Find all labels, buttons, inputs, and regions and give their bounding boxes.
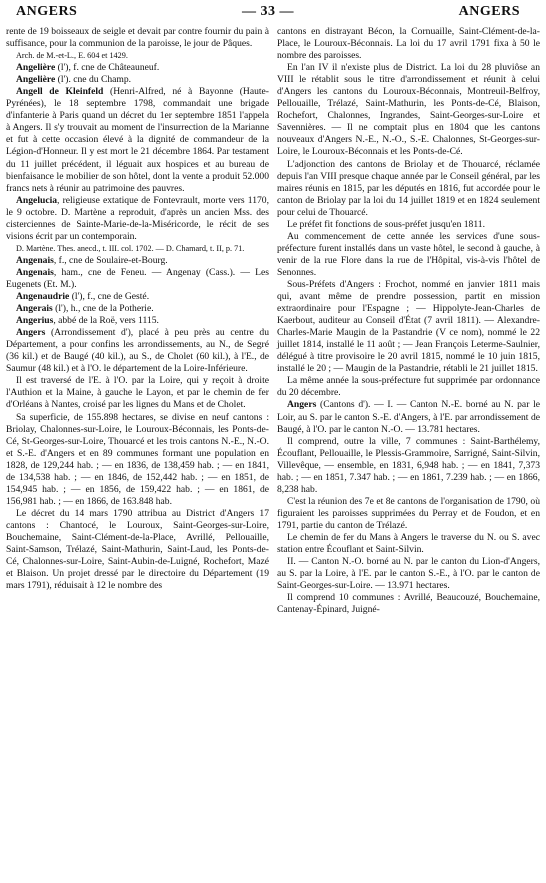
dictionary-entry	[6, 303, 269, 315]
dictionary-entry	[6, 195, 269, 243]
paragraph: C'est la réunion des 7e et 8e cantons de l'organisation de 1790, où figuraient les paroisses supprimées du Perray et de Foudon, et en 1791, partie du canton de Trélazé.	[277, 495, 540, 531]
paragraph: Le préfet fit fonctions de sous-préfet jusqu'en 1811.	[287, 218, 485, 230]
paragraph: En l'an IV il n'existe plus de District. La loi du 28 pluviôse an VIII le rétablit sous le titre d'arrondissement et réunit à celui d'Angers les cantons du Louroux-Béconnais, Montreuil-Belfroy, Pellouaille, Trélazé, Saint-Mathurin, les Ponts-de-Cé, Blaison, Rochefort, Chalonnes, Ingrandes, Saint-Georges-sur-Loire et Savennières. — Il ne comptait plus en 1804 que les cantons nouveaux d'Angers N.-E., N.-O., S.-E. Chalonnes, St-Georges-sur-Loire, le Louroux-Béconnais et les Ponts-de-Cé.	[277, 62, 540, 158]
entry-headword: Angenaudrie	[16, 291, 70, 303]
paragraph: Le chemin de fer du Mans à Angers le traverse du N. ou S. avec station entre Écouflant et Saint-Silvin.	[277, 531, 540, 556]
entry-text: (Arrondissement d'), placé à peu près au centre du Département, a pour confins les arrondissements, au N., de Segré (36 kil.) et de Baugé (40 kil.), au S., de Cholet (60 kil.), à l'E., de Saumur (48 kil.) et à l'O. le département de la Loire-Inférieure.	[6, 327, 269, 375]
dictionary-entry	[6, 86, 269, 194]
entry-text: , abbé de la Roë, vers 1115.	[53, 315, 159, 327]
entry-text: (l'). cne du Champ.	[55, 74, 132, 86]
paragraph: La même année la sous-préfecture fut supprimée par ordonnance du 20 décembre.	[277, 375, 540, 399]
entry-headword: Angers	[287, 399, 317, 411]
dictionary-entry	[6, 62, 269, 74]
paragraph: Sa superficie, de 155.898 hectares, se divise en neuf cantons : Briolay, Chalonnes-sur-Loire, le Louroux-Béconnais, les Ponts-de-Cé, St-Georges-sur-Loire, Thouarcé et les trois cantons N.-E., N.-O. et S.-E. d'Angers et en 89 communes formant une population en 1828, de 129,244 hab. ; — en 1836, de 138,459 hab. ; — en 1841, de 134,538 hab. ; — en 1846, de 152,442 hab. ; — en 1851, de 154,945 hab. ; — en 1856, de 159,422 hab. ; — en 1861, de 156,981 hab. ; — en 1866, de 163.848 hab.	[6, 411, 269, 507]
paragraph: L'adjonction des cantons de Briolay et de Thouarcé, réclamée depuis l'an VIII presque chaque année par le Conseil général, par les maires réunis en 1815, par les députés en 1816, fut accordée pour le canton de Briolay par la loi du 14 juillet 1819 et en 1824 seulement pour celui de Thouarcé.	[277, 158, 540, 218]
entry-text: (l'), f. cne de Châteauneuf.	[55, 62, 160, 74]
dictionary-entry	[6, 74, 269, 86]
paragraph-continued: cantons en distrayant Bécon, la Cornuaille, Saint-Clément-de-la-Place, le Louroux-Béconnais. La loi du 17 avril 1791 fixa à 50 le nombre des paroisses.	[277, 26, 540, 62]
header-right-title: ANGERS	[458, 4, 520, 19]
text-columns	[6, 26, 540, 616]
paragraph: Sous-Préfets d'Angers : Frochot, nommé en janvier 1811 mais qui, avant même de prendre possession, partit en mission extraordinaire pour l'Espagne ; — Hippolyte-Jean-Charles de Kaerbout, auditeur au Conseil d'État (7 avril 1811). — Alexandre-Charles-Marie Maugin de la Pastandrie (V ce nom), nommé le 22 juillet 1814, installé le 11 août ; — Jean François Leterme-Saulnier, délégué à titre provisoire le 20 avril 1815, nommé le 10 juin 1815, installé le 20 ; — Maugin de la Pastandrie, rétabli le 21 juillet 1815.	[277, 278, 540, 375]
entry-headword: Angell de Kleinfeld	[16, 86, 104, 98]
entry-text: (l'), f., cne de Gesté.	[69, 291, 150, 303]
left-column	[6, 26, 269, 616]
entry-headword: Angenais	[16, 266, 54, 278]
page-number: — 33 —	[242, 4, 294, 19]
entry-text: , religieuse extatique de Fontevrault, morte vers 1170, le 9 octobre. D. Martène a reproduit, d'après un ancien Mss. des cisterciennes de Sainte-Marie-de-la-Miséricorde, le récit de ses visions écrit par un contemporain.	[6, 194, 269, 242]
dictionary-entry	[277, 399, 540, 435]
entry-text: , f., cne de Soulaire-et-Bourg.	[53, 254, 168, 266]
dictionary-entry	[6, 255, 269, 267]
header-left-title: ANGERS	[16, 4, 78, 19]
dictionary-entry	[6, 291, 269, 303]
paragraph: II. — Canton N.-O. borné au N. par le canton du Lion-d'Angers, au S. par la Loire, à l'E. par le canton S.-E., à l'O. par le canton de Saint-Georges-sur-Loire. — 13.971 hectares.	[277, 556, 540, 592]
paragraph: Au commencement de cette année les services d'une sous-préfecture furent installés dans un vaste hôtel, le second à gauche, à venir de la rue Flore dans la rue de l'Hôpital, vis-à-vis l'hôtel de Senonnes.	[277, 230, 540, 278]
dictionary-entry	[6, 267, 269, 291]
entry-text: , ham., cne de Feneu. — Angenay (Cass.). — Les Eugenets (Et. M.).	[6, 266, 269, 290]
entry-headword: Angerais	[16, 303, 53, 315]
paragraph-continued: rente de 19 boisseaux de seigle et devait par contre fournir du pain à suffisance, pour la communion de la paroisse, le jour de Pâques.	[6, 26, 269, 50]
source-reference: D. Martène. Thes. anecd., t. III. col. 1702. — D. Chamard, t. II, p. 71.	[16, 243, 245, 253]
paragraph: Il comprend 10 communes : Avrillé, Beaucouzé, Bouchemaine, Cantenay-Épinard, Juigné-	[277, 592, 540, 616]
page-header	[6, 4, 540, 26]
dictionary-entry	[6, 315, 269, 327]
entry-text: (Cantons d'). — I. — Canton N.-E. borné au N. par le Loir, au S. par le canton S.-E. d'Angers, à l'E. par arrondissement de Baugé, à l'O. par le canton N.-O. — 13.781 hectares.	[277, 399, 540, 435]
right-column	[277, 26, 540, 616]
dictionary-entry	[6, 327, 269, 375]
entry-headword: Angers	[16, 327, 46, 339]
entry-headword: Angenais	[16, 254, 54, 266]
paragraph: Il est traversé de l'E. à l'O. par la Loire, qui y reçoit à droite l'Authion et la Maine, à gauche le Layon, et par le chemin de fer d'Orléans à Nantes, croisé par les lignes du Mans et de Cholet.	[6, 375, 269, 411]
entry-headword: Angelière	[16, 62, 56, 74]
source-reference: Arch. de M.-et-L., E. 604 et 1429.	[16, 51, 128, 61]
entry-text: (Henri-Alfred, né à Bayonne (Haute-Pyrénées), le 18 septembre 1798, commandait une brigade d'infanterie à Paris quand un décret du 1er septembre 1851 l'appela à Angers. Il s'y trouvait au moment de l'insurrection de la Marianne et fut à cette occasion élevé à la dignité de commandeur de la Légion-d'Honneur. Il y est mort le 21 décembre 1864. Par testament du 11 juillet précédent, il léguait aux hospices et au bureau de bienfaisance le mobilier de son hôtel, dont la vente a produit 52.000 francs nets à réunir au patrimoine des pauvres.	[6, 86, 270, 194]
paragraph: Le décret du 14 mars 1790 attribua au District d'Angers 17 cantons : Chantocé, le Louroux, Saint-Georges-sur-Loire, Bouchemaine, Saint-Clément-de-la-Place, Avrillé, Pellouaille, Saint-Samson, Trélazé, Saint-Mathurin, Saint-Laud, les Ponts-de-Cé, Chalonnes-sur-Loire, Saint-Aubin-de-Luigné, Rochefort, Mazé et Blaison. Un projet dressé par le directoire du Département (19 mars 1791), réduisait à 12 le nombre des	[6, 507, 269, 592]
entry-text: (l'), h., cne de la Potherie.	[52, 303, 154, 315]
entry-headword: Angelucia	[16, 194, 58, 206]
entry-headword: Angelière	[16, 74, 56, 86]
entry-headword: Angerius	[16, 315, 54, 327]
paragraph: Il comprend, outre la ville, 7 communes : Saint-Barthélemy, Écouflant, Pellouaille, le Plessis-Grammoire, Sarrigné, Saint-Silvin, Villevêque, — ensemble, en 1831, 6,948 hab. ; — en 1841, 7,373 hab. ; — en 1851, 7.347 hab. ; — en 1861, 7.239 hab. ; — en 1866, 8,238 hab.	[277, 435, 540, 495]
